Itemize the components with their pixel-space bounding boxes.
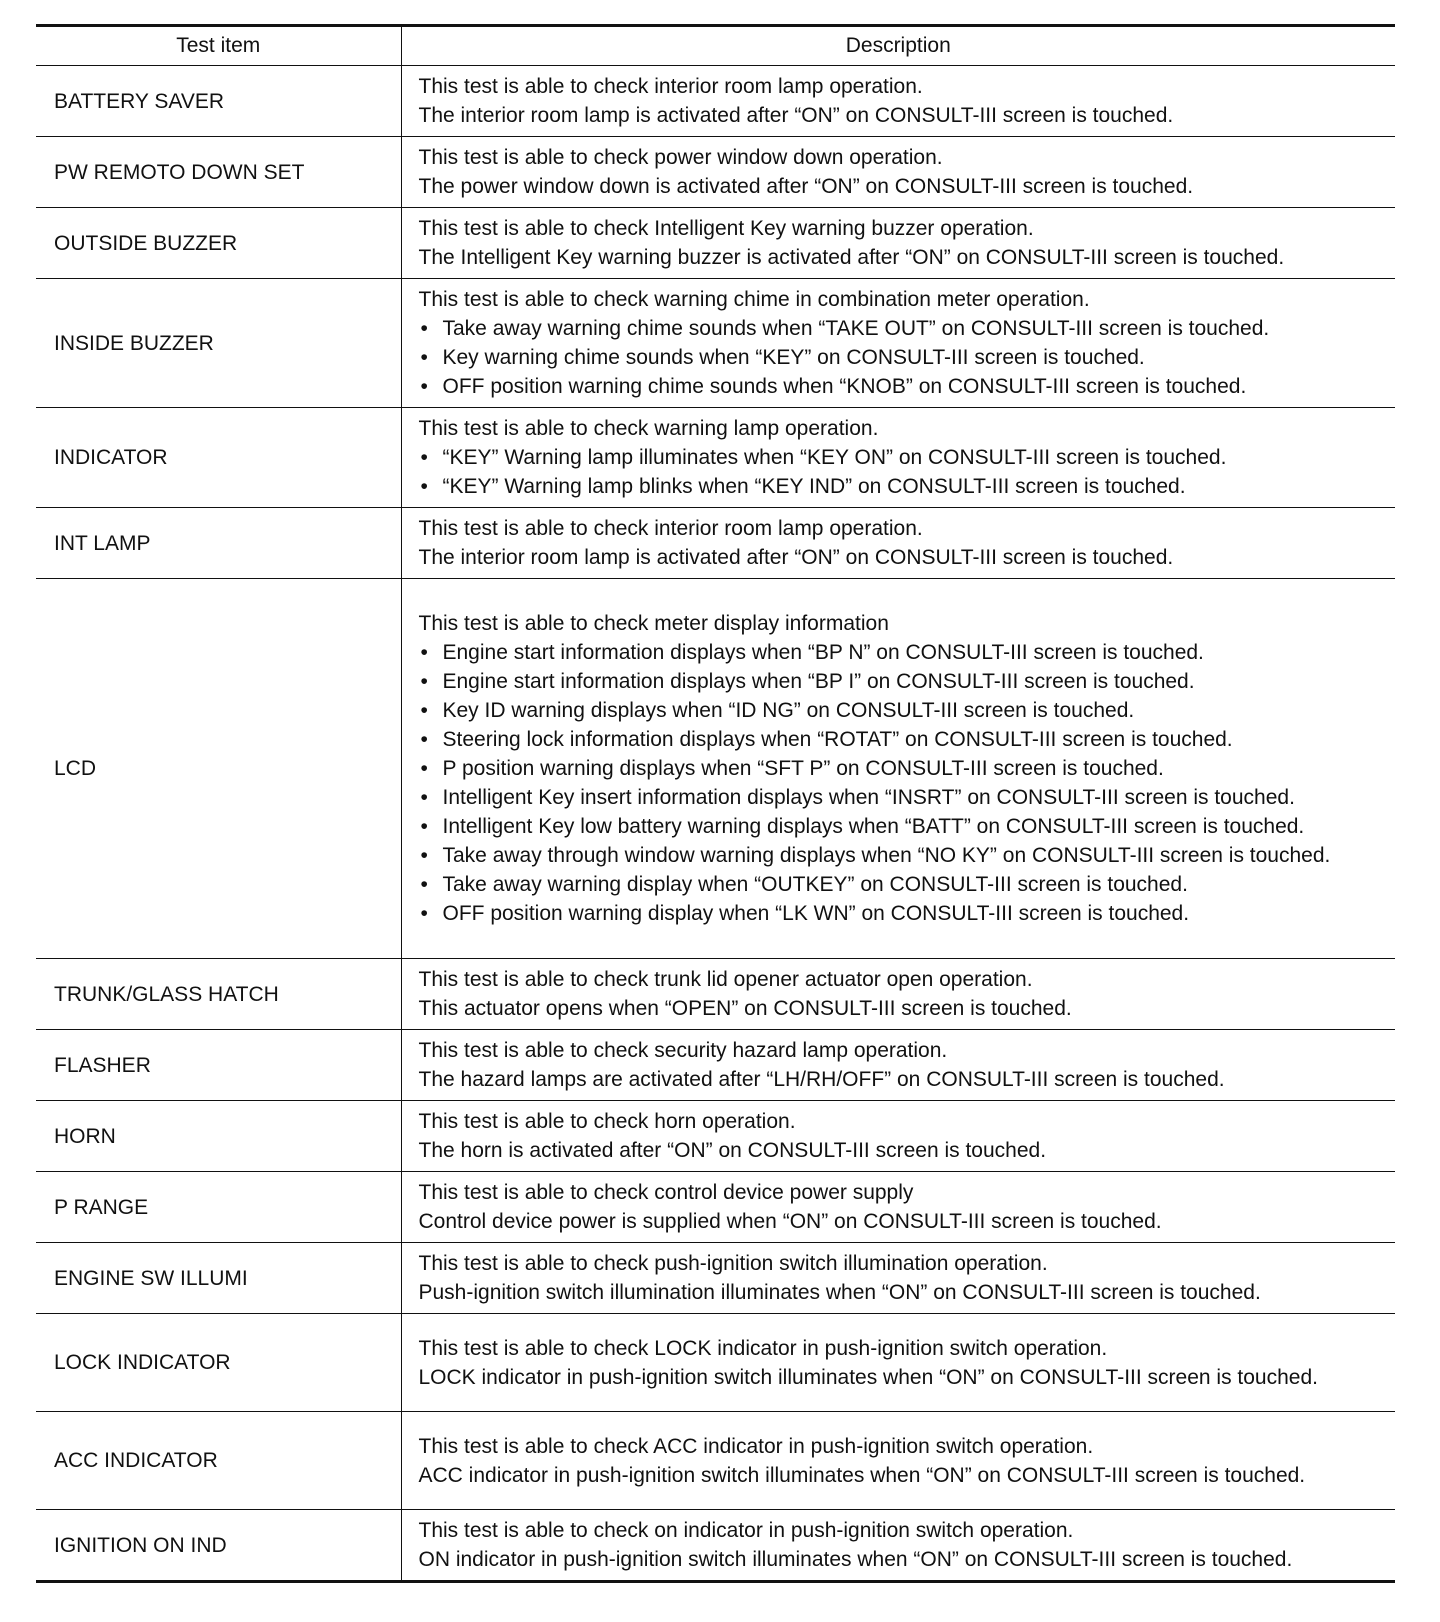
- bullet-dot-icon: •: [420, 475, 428, 498]
- description-cell: [401, 66, 1395, 137]
- description-line: This test is able to check LOCK indicator in push-ignition switch operation.: [418, 1336, 1108, 1360]
- description-cell: [401, 1172, 1395, 1243]
- description-line: This test is able to check push-ignition switch illumination operation.: [418, 1252, 1048, 1275]
- bullet-item: [419, 696, 1388, 725]
- description-line: The interior room lamp is activated after “ON” on CONSULT-III screen is touched.: [418, 546, 1174, 569]
- bullet-dot-icon: •: [420, 902, 428, 925]
- table-row: [36, 208, 1395, 279]
- bullet-item: [419, 754, 1388, 783]
- bullet-text: Engine start information displays when “BP I” on CONSULT-III screen is touched.: [442, 670, 1195, 693]
- description-line: This test is able to check interior room lamp operation.: [418, 517, 923, 540]
- test-item-cell: PW REMOTO DOWN SET: [36, 137, 401, 208]
- bullet-dot-icon: •: [420, 670, 428, 693]
- bullet-item: [419, 638, 1388, 667]
- bullet-dot-icon: •: [420, 873, 428, 896]
- bullet-dot-icon: •: [420, 641, 428, 664]
- table-row: [36, 1172, 1395, 1243]
- test-item-cell: INSIDE BUZZER: [36, 279, 401, 408]
- bullet-text: Take away warning chime sounds when “TAKE OUT” on CONSULT-III screen is touched.: [442, 317, 1270, 340]
- bullet-item: [419, 372, 1388, 401]
- description-line: The power window down is activated after “ON” on CONSULT-III screen is touched.: [418, 175, 1194, 198]
- bullet-item: [419, 314, 1388, 343]
- description-line: The interior room lamp is activated after “ON” on CONSULT-III screen is touched.: [418, 104, 1174, 127]
- description-cell: [401, 137, 1395, 208]
- table-row: [36, 1030, 1395, 1101]
- bullet-dot-icon: •: [420, 844, 428, 867]
- bullet-item: [419, 812, 1388, 841]
- table-row: [36, 1243, 1395, 1314]
- bullet-item: [419, 443, 1388, 472]
- bullet-item: [419, 899, 1388, 928]
- table-row: [36, 508, 1395, 579]
- description-line: Push-ignition switch illumination illuminates when “ON” on CONSULT-III screen is touched.: [418, 1281, 1261, 1304]
- description-cell: [401, 408, 1395, 508]
- bullet-item: [419, 841, 1388, 870]
- description-line: This test is able to check warning chime in combination meter operation.: [418, 288, 1090, 311]
- table-row: [36, 579, 1395, 959]
- description-cell: [401, 1510, 1395, 1582]
- header-description: Description: [401, 26, 1395, 66]
- bullet-dot-icon: •: [420, 317, 428, 340]
- table-row: [36, 408, 1395, 508]
- description-line: ON indicator in push-ignition switch illuminates when “ON” on CONSULT-III screen is touched.: [418, 1548, 1293, 1571]
- bullet-item: [419, 667, 1388, 696]
- bullet-item: [419, 472, 1388, 501]
- bullet-text: Key ID warning displays when “ID NG” on CONSULT-III screen is touched.: [442, 699, 1135, 722]
- test-item-cell: ACC INDICATOR: [36, 1412, 401, 1510]
- description-cell: [401, 959, 1395, 1030]
- test-item-cell: BATTERY SAVER: [36, 66, 401, 137]
- table-row: [36, 137, 1395, 208]
- bullet-item: [419, 725, 1388, 754]
- test-item-cell: ENGINE SW ILLUMI: [36, 1243, 401, 1314]
- test-item-cell: OUTSIDE BUZZER: [36, 208, 401, 279]
- bullet-text: Take away through window warning displays when “NO KY” on CONSULT-III screen is touched.: [442, 844, 1331, 867]
- description-cell: [401, 1243, 1395, 1314]
- description-cell: [401, 508, 1395, 579]
- description-line: This test is able to check Intelligent Key warning buzzer operation.: [418, 217, 1034, 240]
- description-line: This test is able to check meter display information: [418, 612, 889, 635]
- bullet-text: Intelligent Key low battery warning displays when “BATT” on CONSULT-III screen is touched.: [442, 815, 1305, 838]
- test-item-cell: TRUNK/GLASS HATCH: [36, 959, 401, 1030]
- bullet-text: P position warning displays when “SFT P” on CONSULT-III screen is touched.: [442, 757, 1164, 780]
- description-line: This actuator opens when “OPEN” on CONSULT-III screen is touched.: [418, 997, 1072, 1020]
- bullet-dot-icon: •: [420, 346, 428, 369]
- bullet-dot-icon: •: [420, 375, 428, 398]
- table-row: [36, 66, 1395, 137]
- bullet-text: Key warning chime sounds when “KEY” on CONSULT-III screen is touched.: [442, 346, 1145, 369]
- bullet-dot-icon: •: [420, 446, 428, 469]
- description-cell: [401, 1412, 1395, 1510]
- description-line: The hazard lamps are activated after “LH/RH/OFF” on CONSULT-III screen is touched.: [418, 1068, 1225, 1091]
- bullet-text: Engine start information displays when “BP N” on CONSULT-III screen is touched.: [442, 641, 1204, 664]
- description-line: This test is able to check on indicator in push-ignition switch operation.: [418, 1519, 1074, 1542]
- description-line: Control device power is supplied when “ON” on CONSULT-III screen is touched.: [418, 1210, 1162, 1233]
- description-line: This test is able to check ACC indicator in push-ignition switch operation.: [418, 1434, 1094, 1458]
- description-cell: [401, 1030, 1395, 1101]
- bullet-text: OFF position warning chime sounds when “KNOB” on CONSULT-III screen is touched.: [442, 375, 1247, 398]
- bullet-item: [419, 783, 1388, 812]
- description-cell: [401, 1101, 1395, 1172]
- bullet-item: [419, 343, 1388, 372]
- description-cell: [401, 1314, 1395, 1412]
- bullet-dot-icon: •: [420, 757, 428, 780]
- table-row: [36, 279, 1395, 408]
- bullet-text: “KEY” Warning lamp blinks when “KEY IND” on CONSULT-III screen is touched.: [442, 475, 1186, 498]
- description-line: The horn is activated after “ON” on CONSULT-III screen is touched.: [418, 1139, 1047, 1162]
- description-cell: [401, 579, 1395, 959]
- table-row: [36, 959, 1395, 1030]
- table-row: [36, 1101, 1395, 1172]
- description-cell: [401, 208, 1395, 279]
- description-line: This test is able to check power window down operation.: [418, 146, 943, 169]
- description-line: This test is able to check warning lamp operation.: [418, 417, 879, 440]
- table-header-row: [36, 26, 1395, 66]
- table-row: [36, 1412, 1395, 1510]
- description-line: This test is able to check interior room lamp operation.: [418, 75, 923, 98]
- description-line: ACC indicator in push-ignition switch illuminates when “ON” on CONSULT-III screen is touched.: [418, 1463, 1306, 1487]
- test-item-cell: FLASHER: [36, 1030, 401, 1101]
- test-item-cell: LOCK INDICATOR: [36, 1314, 401, 1412]
- table-row: [36, 1510, 1395, 1582]
- bullet-text: OFF position warning display when “LK WN” on CONSULT-III screen is touched.: [442, 902, 1190, 925]
- test-item-cell: P RANGE: [36, 1172, 401, 1243]
- bullet-item: [419, 870, 1388, 899]
- test-item-cell: IGNITION ON IND: [36, 1510, 401, 1582]
- bullet-text: Take away warning display when “OUTKEY” on CONSULT-III screen is touched.: [442, 873, 1188, 896]
- table-body: [36, 66, 1395, 1582]
- test-item-cell: HORN: [36, 1101, 401, 1172]
- bullet-dot-icon: •: [420, 699, 428, 722]
- test-item-cell: INDICATOR: [36, 408, 401, 508]
- description-line: This test is able to check security hazard lamp operation.: [418, 1039, 948, 1062]
- bullet-dot-icon: •: [420, 786, 428, 809]
- test-item-cell: INT LAMP: [36, 508, 401, 579]
- description-line: This test is able to check horn operation.: [418, 1110, 796, 1133]
- bullet-dot-icon: •: [420, 728, 428, 751]
- active-test-table: [36, 24, 1395, 1583]
- description-line: The Intelligent Key warning buzzer is activated after “ON” on CONSULT-III screen is touched.: [418, 246, 1285, 269]
- bullet-dot-icon: •: [420, 815, 428, 838]
- header-test-item: Test item: [36, 26, 401, 66]
- test-item-cell: LCD: [36, 579, 401, 959]
- description-cell: [401, 279, 1395, 408]
- bullet-text: Intelligent Key insert information displays when “INSRT” on CONSULT-III screen is touched.: [442, 786, 1295, 809]
- description-line: This test is able to check trunk lid opener actuator open operation.: [418, 968, 1033, 991]
- description-line: LOCK indicator in push-ignition switch illuminates when “ON” on CONSULT-III screen is touched.: [418, 1365, 1318, 1389]
- bullet-text: “KEY” Warning lamp illuminates when “KEY ON” on CONSULT-III screen is touched.: [442, 446, 1227, 469]
- table-row: [36, 1314, 1395, 1412]
- bullet-text: Steering lock information displays when “ROTAT” on CONSULT-III screen is touched.: [442, 728, 1233, 751]
- description-line: This test is able to check control device power supply: [418, 1181, 914, 1204]
